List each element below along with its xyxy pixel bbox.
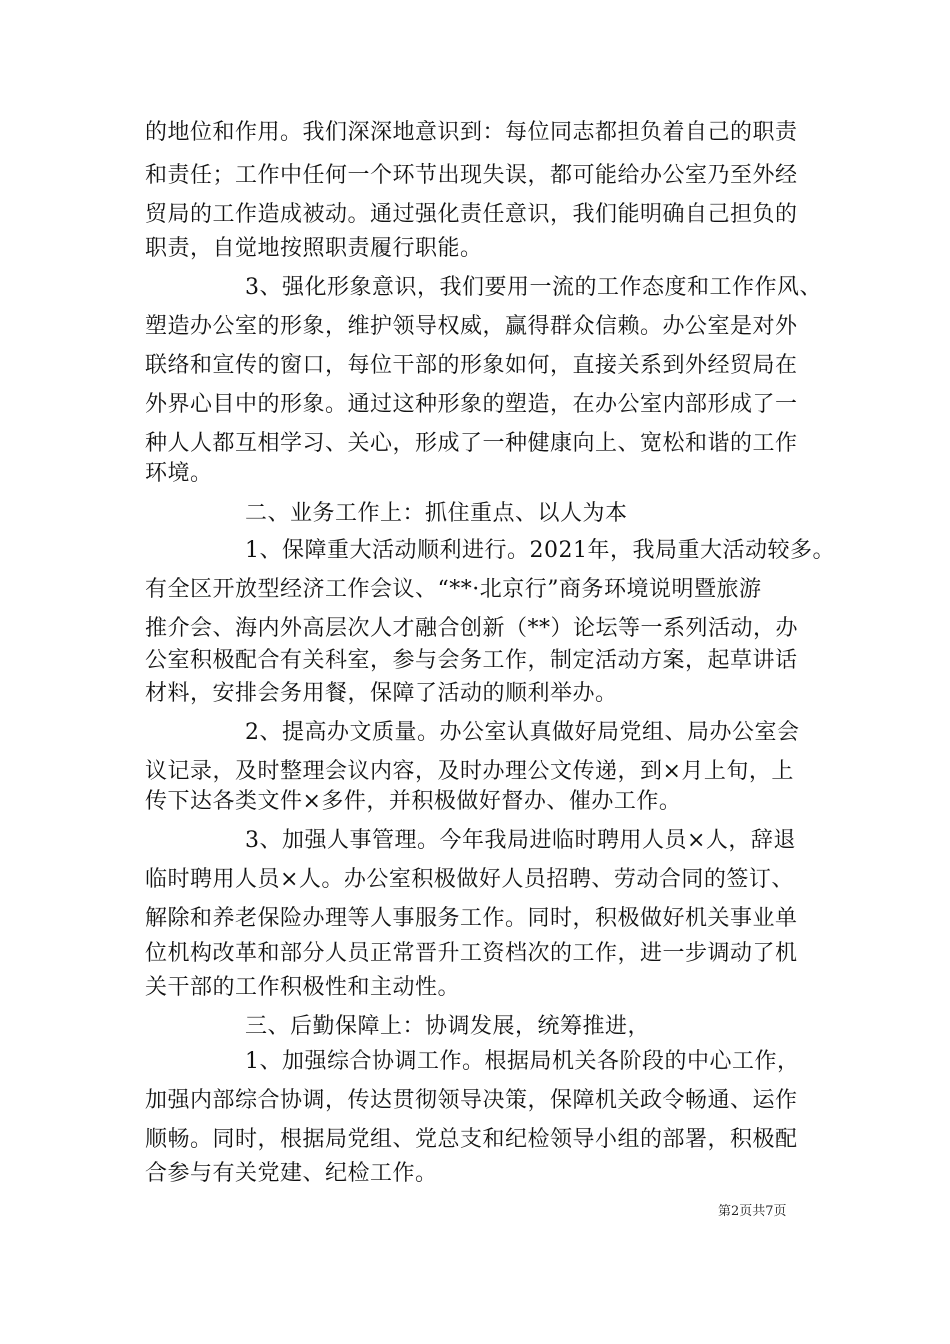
text-line: 加强内部综合协调，传达贯彻领导决策，保障机关政令畅通、运作: [145, 1088, 798, 1113]
paragraph-start: 3、加强人事管理。今年我局进临时聘用人员×人，辞退: [245, 828, 796, 853]
text-line: 和责任；工作中任何一个环节出现失误，都可能给办公室乃至外经: [145, 163, 798, 188]
page-number: 第2页共7页: [718, 1204, 787, 1219]
paragraph-start: 3、强化形象意识，我们要用一流的工作态度和工作作风、: [245, 275, 822, 300]
text-line: 联络和宣传的窗口，每位干部的形象如何，直接关系到外经贸局在: [145, 353, 798, 378]
text-line: 顺畅。同时，根据局党组、党总支和纪检领导小组的部署，积极配: [145, 1127, 798, 1152]
text-line: 推介会、海内外高层次人才融合创新（**）论坛等一系列活动，办: [145, 616, 799, 641]
text-line: 种人人都互相学习、关心，形成了一种健康向上、宽松和谐的工作: [145, 431, 798, 456]
paragraph-start: 2、提高办文质量。办公室认真做好局党组、局办公室会: [245, 720, 800, 745]
section-heading: 三、后勤保障上：协调发展，统筹推进，: [245, 1014, 651, 1039]
text-line: 外界心目中的形象。通过这种形象的塑造，在办公室内部形成了一: [145, 392, 798, 417]
text-line: 的地位和作用。我们深深地意识到：每位同志都担负着自己的职责: [145, 120, 798, 145]
text-line: 塑造办公室的形象，维护领导权威，赢得群众信赖。办公室是对外: [145, 314, 798, 339]
text-line: 职责，自觉地按照职责履行职能。: [145, 236, 483, 261]
text-line: 位机构改革和部分人员正常晋升工资档次的工作，进一步调动了机: [145, 941, 798, 966]
text-line: 合参与有关党建、纪检工作。: [145, 1161, 438, 1186]
text-line: 公室积极配合有关科室，参与会务工作，制定活动方案，起草讲话: [145, 648, 798, 673]
paragraph-start: 1、加强综合协调工作。根据局机关各阶段的中心工作，: [245, 1049, 800, 1074]
text-line: 临时聘用人员×人。办公室积极做好人员招聘、劳动合同的签订、: [145, 867, 794, 892]
text-line: 解除和养老保险办理等人事服务工作。同时，积极做好机关事业单: [145, 906, 798, 931]
section-heading: 二、业务工作上：抓住重点、以人为本: [245, 501, 628, 526]
text-line: 关干部的工作积极性和主动性。: [145, 975, 461, 1000]
text-line: 材料，安排会务用餐，保障了活动的顺利举办。: [145, 681, 618, 706]
text-line: 有全区开放型经济工作会议、“**·北京行”商务环境说明暨旅游: [145, 577, 762, 602]
text-line: 议记录，及时整理会议内容，及时办理公文传递，到×月上旬，上: [145, 759, 794, 784]
text-line: 贸局的工作造成被动。通过强化责任意识，我们能明确自己担负的: [145, 202, 798, 227]
text-line: 环境。: [145, 461, 213, 486]
text-line: 传下达各类文件×多件，并积极做好督办、催办工作。: [145, 789, 682, 814]
paragraph-start: 1、保障重大活动顺利进行。2021年，我局重大活动较多。: [245, 538, 835, 563]
